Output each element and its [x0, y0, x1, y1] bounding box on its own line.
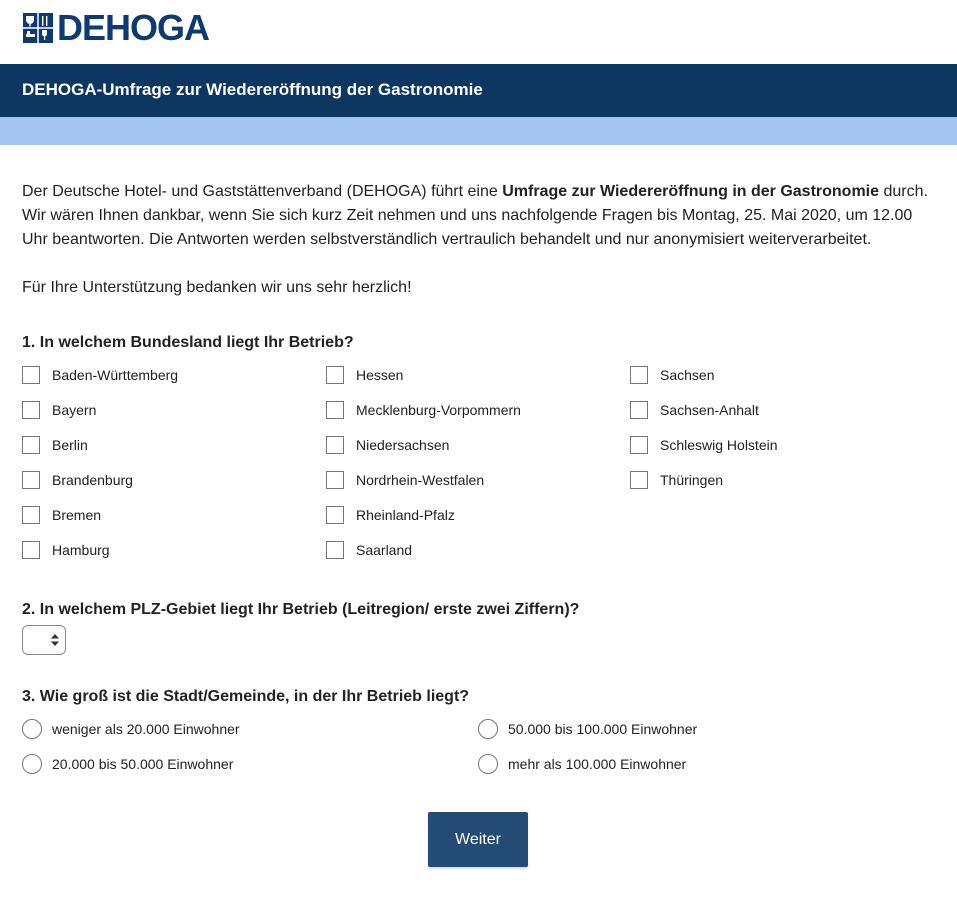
- radio-circle[interactable]: [478, 719, 498, 739]
- thanks-text: Für Ihre Unterstützung bedanken wir uns sehr herzlich!: [22, 279, 412, 296]
- checkbox-label: Bayern: [52, 402, 97, 418]
- radio-under-20000[interactable]: [22, 719, 240, 739]
- checkbox-label: Rheinland-Pfalz: [356, 507, 455, 523]
- checkbox-sachsen[interactable]: [630, 366, 714, 384]
- checkbox-bremen[interactable]: [22, 506, 101, 524]
- radio-label: mehr als 100.000 Einwohner: [508, 756, 687, 772]
- radio-circle[interactable]: [478, 754, 498, 774]
- checkbox-box[interactable]: [22, 401, 40, 419]
- checkbox-box[interactable]: [630, 471, 648, 489]
- checkbox-label: Mecklenburg-Vorpommern: [356, 402, 521, 418]
- checkbox-box[interactable]: [326, 506, 344, 524]
- intro-text-part2: durch. Wir wären Ihnen dankbar, wenn Sie sich kurz Zeit nehmen und uns nachfolgende Fragen bis Montag, 25. Mai 2020, um 12.00 Uhr beantworten. Die Antworten werden selbstverständlich vertraulich behandelt und nur anonymisiert weiterverarbeitet.: [22, 183, 928, 248]
- checkbox-label: Hessen: [356, 367, 404, 383]
- radio-label: 20.000 bis 50.000 Einwohner: [52, 756, 234, 772]
- checkbox-label: Hamburg: [52, 542, 110, 558]
- intro-text-bold: Umfrage zur Wiedereröffnung in der Gastronomie: [502, 183, 880, 200]
- page-title: DEHOGA-Umfrage zur Wiedereröffnung der Gastronomie: [22, 80, 483, 99]
- checkbox-box[interactable]: [630, 401, 648, 419]
- checkbox-hamburg[interactable]: [22, 541, 110, 559]
- radio-circle[interactable]: [22, 754, 42, 774]
- radio-50000-100000[interactable]: [478, 719, 697, 739]
- checkbox-hessen[interactable]: [326, 366, 403, 384]
- checkbox-label: Baden-Württemberg: [52, 367, 179, 383]
- checkbox-thueringen[interactable]: [630, 471, 723, 489]
- logo-wordmark: DEHOGA: [57, 7, 210, 48]
- intro-section: [22, 180, 934, 300]
- checkbox-box[interactable]: [22, 541, 40, 559]
- question-3-title: 3. Wie groß ist die Stadt/Gemeinde, in der Ihr Betrieb liegt?: [22, 688, 470, 705]
- dehoga-logo: [23, 7, 210, 48]
- logo-pictogram-icon: [23, 13, 53, 43]
- checkbox-box[interactable]: [22, 471, 40, 489]
- radio-over-100000[interactable]: [478, 754, 686, 774]
- checkbox-label: Bremen: [52, 507, 102, 523]
- checkbox-label: Nordrhein-Westfalen: [356, 472, 485, 488]
- intro-text: [22, 180, 934, 252]
- checkbox-box[interactable]: [22, 436, 40, 454]
- checkbox-label: Berlin: [52, 437, 88, 453]
- checkbox-label: Sachsen: [660, 367, 715, 383]
- radio-label: 50.000 bis 100.000 Einwohner: [508, 721, 698, 737]
- intro-text-part1: Der Deutsche Hotel- und Gaststättenverband (DEHOGA) führt eine: [22, 183, 503, 200]
- checkbox-baden-wuerttemberg[interactable]: [22, 366, 178, 384]
- checkbox-label: Sachsen-Anhalt: [660, 402, 759, 418]
- logo-icon: [23, 13, 53, 43]
- checkbox-label: Niedersachsen: [356, 437, 450, 453]
- title-bar: [0, 64, 957, 117]
- checkbox-saarland[interactable]: [326, 541, 412, 559]
- accent-bar: [0, 117, 957, 145]
- checkbox-brandenburg[interactable]: [22, 471, 133, 489]
- logo-bar: [0, 0, 957, 64]
- checkbox-box[interactable]: [326, 541, 344, 559]
- checkbox-box[interactable]: [326, 366, 344, 384]
- radio-label: weniger als 20.000 Einwohner: [52, 721, 240, 737]
- question-1-title: 1. In welchem Bundesland liegt Ihr Betrieb?: [22, 334, 354, 351]
- checkbox-box[interactable]: [22, 366, 40, 384]
- plz-select[interactable]: [22, 625, 66, 655]
- checkbox-sachsen-anhalt[interactable]: [630, 401, 759, 419]
- select-arrows-icon: [50, 633, 60, 647]
- weiter-button[interactable]: Weiter: [428, 812, 528, 867]
- question-2-title: 2. In welchem PLZ-Gebiet liegt Ihr Betrieb (Leitregion/ erste zwei Ziffern)?: [22, 601, 580, 618]
- radio-circle[interactable]: [22, 719, 42, 739]
- checkbox-box[interactable]: [630, 436, 648, 454]
- checkbox-niedersachsen[interactable]: [326, 436, 449, 454]
- checkbox-nordrhein-westfalen[interactable]: [326, 471, 484, 489]
- checkbox-schleswig-holstein[interactable]: [630, 436, 778, 454]
- radio-20000-50000[interactable]: [22, 754, 233, 774]
- checkbox-label: Saarland: [356, 542, 413, 558]
- checkbox-label: Schleswig Holstein: [660, 437, 778, 453]
- checkbox-box[interactable]: [326, 436, 344, 454]
- checkbox-box[interactable]: [22, 506, 40, 524]
- checkbox-berlin[interactable]: [22, 436, 88, 454]
- checkbox-box[interactable]: [326, 471, 344, 489]
- checkbox-box[interactable]: [630, 366, 648, 384]
- checkbox-label: Thüringen: [660, 472, 724, 488]
- checkbox-mecklenburg-vorpommern[interactable]: [326, 401, 521, 419]
- checkbox-rheinland-pfalz[interactable]: [326, 506, 455, 524]
- checkbox-bayern[interactable]: [22, 401, 96, 419]
- checkbox-label: Brandenburg: [52, 472, 133, 488]
- checkbox-box[interactable]: [326, 401, 344, 419]
